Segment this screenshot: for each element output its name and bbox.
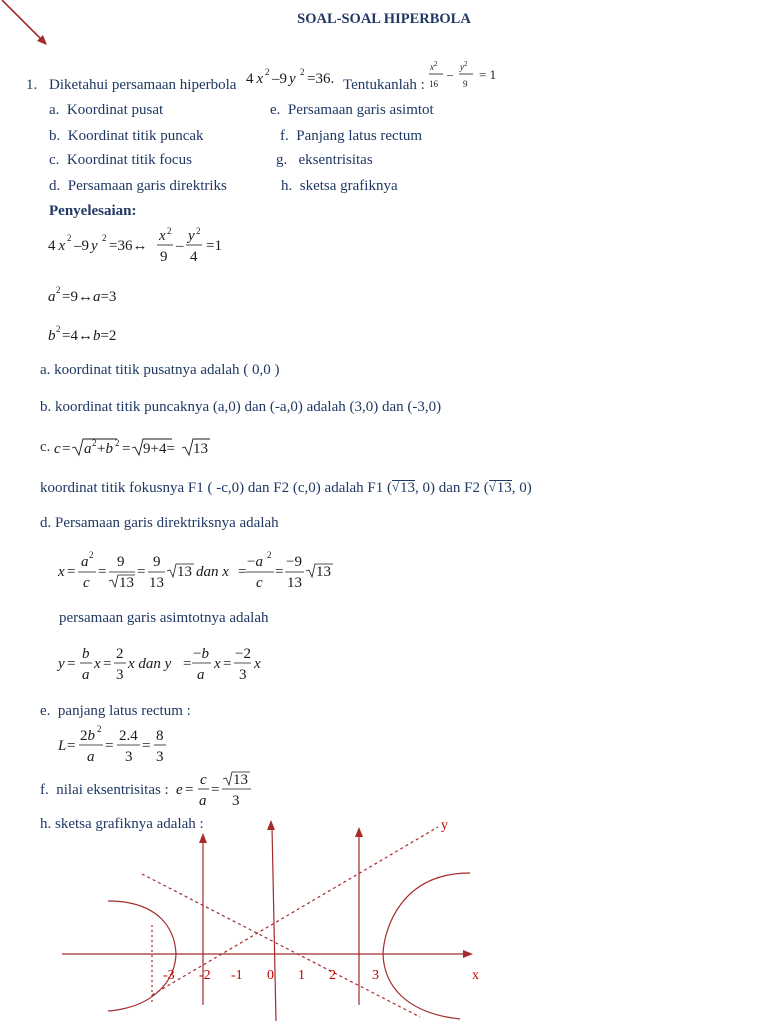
svg-text:2: 2 [167, 226, 172, 236]
item-f: f. Panjang latus rectum [280, 128, 423, 144]
svg-text:2: 2 [89, 550, 94, 560]
svg-text:x2: $x^2$ [430, 60, 438, 72]
equation-directrix [56, 546, 346, 592]
svg-text:3: 3 [125, 749, 133, 765]
tick-label: 1 [298, 968, 305, 983]
tick-label: -3 [163, 968, 175, 983]
svg-text:13: 13 [177, 564, 192, 580]
item-c: c. Koordinat titik focus [49, 152, 192, 168]
svg-text:2: 2 [56, 285, 61, 295]
svg-text:=: = [67, 738, 76, 754]
focus-line: koordinat titik fokusnya F1 ( -c,0) dan F2 (c,0) adalah F1 ( √ 13, 0) dan F2 ( √ 13, 0) [40, 479, 532, 496]
svg-text:13: 13 [193, 441, 208, 457]
svg-text:x: x [159, 228, 166, 244]
svg-text:=: = [238, 564, 247, 580]
equation-asymptote [56, 645, 276, 685]
svg-text:3: 3 [239, 667, 247, 683]
svg-text:2.4: 2.4 [119, 728, 138, 744]
svg-text:4: 4 [190, 249, 198, 265]
svg-text:2: 2 [115, 438, 120, 448]
line-h: h. sketsa grafiknya adalah : [40, 816, 204, 832]
svg-text:x: x [214, 656, 221, 672]
svg-text:8: 8 [156, 728, 164, 744]
svg-text:=36↔: =36↔ [109, 238, 148, 254]
svg-text:−a: −a [247, 554, 263, 570]
svg-text:a: a [197, 667, 205, 683]
line-b: b. koordinat titik puncaknya (a,0) dan (-a,0) adalah (3,0) dan (-3,0) [40, 399, 442, 415]
svg-text:=36.: =36. [307, 71, 335, 87]
svg-text:16: 16 [429, 79, 438, 89]
y-axis-label: y [441, 818, 448, 833]
svg-text:x: x [254, 656, 261, 672]
item-d: d. Persamaan garis direktriks [49, 178, 227, 194]
svg-text:=: = [142, 738, 151, 754]
problem-equation [244, 64, 344, 90]
tick-label: -2 [199, 968, 211, 983]
svg-text:9: 9 [117, 554, 125, 570]
svg-text:c: c [256, 575, 263, 591]
svg-text:a: a [82, 667, 90, 683]
svg-text:=: = [211, 782, 220, 798]
problem-number: 1. [26, 77, 38, 93]
svg-text:=: = [223, 656, 232, 672]
svg-text:=: = [62, 441, 71, 457]
item-e: e. Persamaan garis asimtot [270, 102, 434, 118]
svg-text:= 1: = 1 [479, 67, 497, 82]
svg-text:y2: $y^2$ [460, 60, 468, 72]
svg-text:–9y: –9 y [272, 71, 296, 87]
line-c-label: c. [40, 439, 51, 455]
left-branch [108, 901, 176, 1011]
svg-text:a: a [84, 441, 92, 457]
equation-c [52, 432, 222, 462]
svg-text:b: b [48, 328, 56, 344]
svg-text:=: = [122, 441, 131, 457]
problem-ask: Tentukanlah : [343, 77, 425, 93]
right-branch [383, 873, 470, 1019]
svg-text:–: – [447, 67, 453, 81]
equation-eccentricity [174, 769, 264, 811]
svg-text:2: 2 [56, 324, 61, 334]
svg-text:–: – [176, 238, 184, 254]
svg-text:a: a [48, 289, 56, 305]
svg-text:9: 9 [160, 249, 168, 265]
tick-label: 3 [372, 968, 379, 983]
page-title: SOAL-SOAL HIPERBOLA [297, 11, 471, 27]
svg-text:−b: −b [193, 646, 209, 662]
svg-text:2: 2 [196, 226, 201, 236]
line-f: f. nilai eksentrisitas : [40, 782, 169, 798]
asymptote-text: persamaan garis asimtotnya adalah [59, 610, 269, 626]
equation-b-squared [46, 322, 146, 346]
svg-text:x dan y: x dan y [128, 656, 172, 672]
svg-text:2: 2 [97, 724, 102, 734]
tick-label: 0 [267, 968, 274, 983]
svg-text:=: = [137, 564, 146, 580]
problem-intro: Diketahui persamaan hiperbola [49, 77, 237, 93]
item-b: b. Koordinat titik puncak [49, 128, 204, 144]
line-a: a. koordinat titik pusatnya adalah ( 0,0 ) [40, 362, 280, 378]
svg-text:9+4=: 9+4= [143, 441, 175, 457]
svg-text:2: 2 [92, 438, 97, 448]
tick-label: 2 [329, 968, 336, 983]
svg-text:2b: 2b [80, 728, 95, 744]
svg-text:e: e [176, 782, 183, 798]
right-vertical-arrow-icon [355, 827, 363, 837]
x-axis-label: x [472, 968, 479, 983]
solution-main-equation [46, 226, 236, 266]
svg-text:2: 2 [116, 646, 124, 662]
item-h: h. sketsa grafiknya [281, 178, 398, 194]
svg-text:3: 3 [116, 667, 124, 683]
svg-text:=: = [185, 782, 194, 798]
line-e: e. panjang latus rectum : [40, 703, 191, 719]
ask-equation [427, 58, 507, 92]
svg-text:4x: 4 x [246, 71, 264, 87]
svg-text:=9↔a=3: =9↔a=3 [62, 289, 117, 305]
svg-text:a: a [87, 749, 95, 765]
svg-text:4x: 4 x [48, 238, 66, 254]
svg-text:13: 13 [316, 564, 331, 580]
corner-arrow-icon [0, 0, 60, 60]
svg-text:2: 2 [265, 67, 270, 77]
svg-text:c: c [83, 575, 90, 591]
svg-text:13: 13 [233, 772, 248, 788]
svg-text:=: = [105, 738, 114, 754]
svg-text:=: = [67, 656, 76, 672]
svg-text:=: = [67, 564, 76, 580]
svg-text:−9: −9 [286, 554, 302, 570]
svg-text:3: 3 [156, 749, 164, 765]
equation-latus-rectum [56, 724, 186, 766]
equation-a-squared [46, 283, 146, 307]
svg-text:13: 13 [287, 575, 302, 591]
svg-text:−2: −2 [235, 646, 251, 662]
svg-text:3: 3 [232, 793, 240, 809]
y-axis-arrow-icon [267, 820, 275, 830]
svg-text:–9y: –9 y [74, 238, 98, 254]
line-d: d. Persamaan garis direktriksnya adalah [40, 515, 279, 531]
svg-text:2: 2 [102, 233, 107, 243]
svg-text:y: y [188, 228, 195, 244]
svg-text:c: c [200, 772, 207, 788]
item-a: a. Koordinat pusat [49, 102, 164, 118]
svg-text:x: x [58, 564, 65, 580]
svg-text:c: c [54, 441, 61, 457]
svg-text:dan x: dan x [196, 564, 229, 580]
svg-text:9: 9 [153, 554, 161, 570]
svg-text:y: y [58, 656, 65, 672]
svg-text:13: 13 [119, 575, 134, 591]
asymptote-1 [142, 874, 420, 1017]
svg-text:13: 13 [149, 575, 164, 591]
svg-text:=: = [183, 656, 192, 672]
svg-text:L: L [58, 738, 67, 754]
svg-text:=: = [98, 564, 107, 580]
svg-text:2: 2 [67, 233, 72, 243]
x-axis-arrow-icon [463, 950, 473, 958]
svg-text:=: = [275, 564, 284, 580]
item-g: g. eksentrisitas [276, 152, 373, 168]
svg-text:2: 2 [267, 550, 272, 560]
tick-label: -1 [231, 968, 243, 983]
svg-text:9: 9 [463, 79, 468, 89]
left-vertical-arrow-icon [199, 833, 207, 843]
svg-text:2: 2 [300, 67, 305, 77]
svg-text:a: a [81, 554, 89, 570]
hyperbola-sketch [0, 815, 768, 1024]
svg-text:=: = [103, 656, 112, 672]
svg-text:a: a [199, 793, 207, 809]
asymptote-2 [152, 827, 438, 995]
svg-text:=4↔b=2: =4↔b=2 [62, 328, 117, 344]
solution-heading: Penyelesaian: [49, 203, 137, 219]
svg-text:b: b [82, 646, 90, 662]
svg-text:=1: =1 [206, 238, 222, 254]
svg-text:+b: +b [97, 441, 113, 457]
svg-text:x: x [94, 656, 101, 672]
